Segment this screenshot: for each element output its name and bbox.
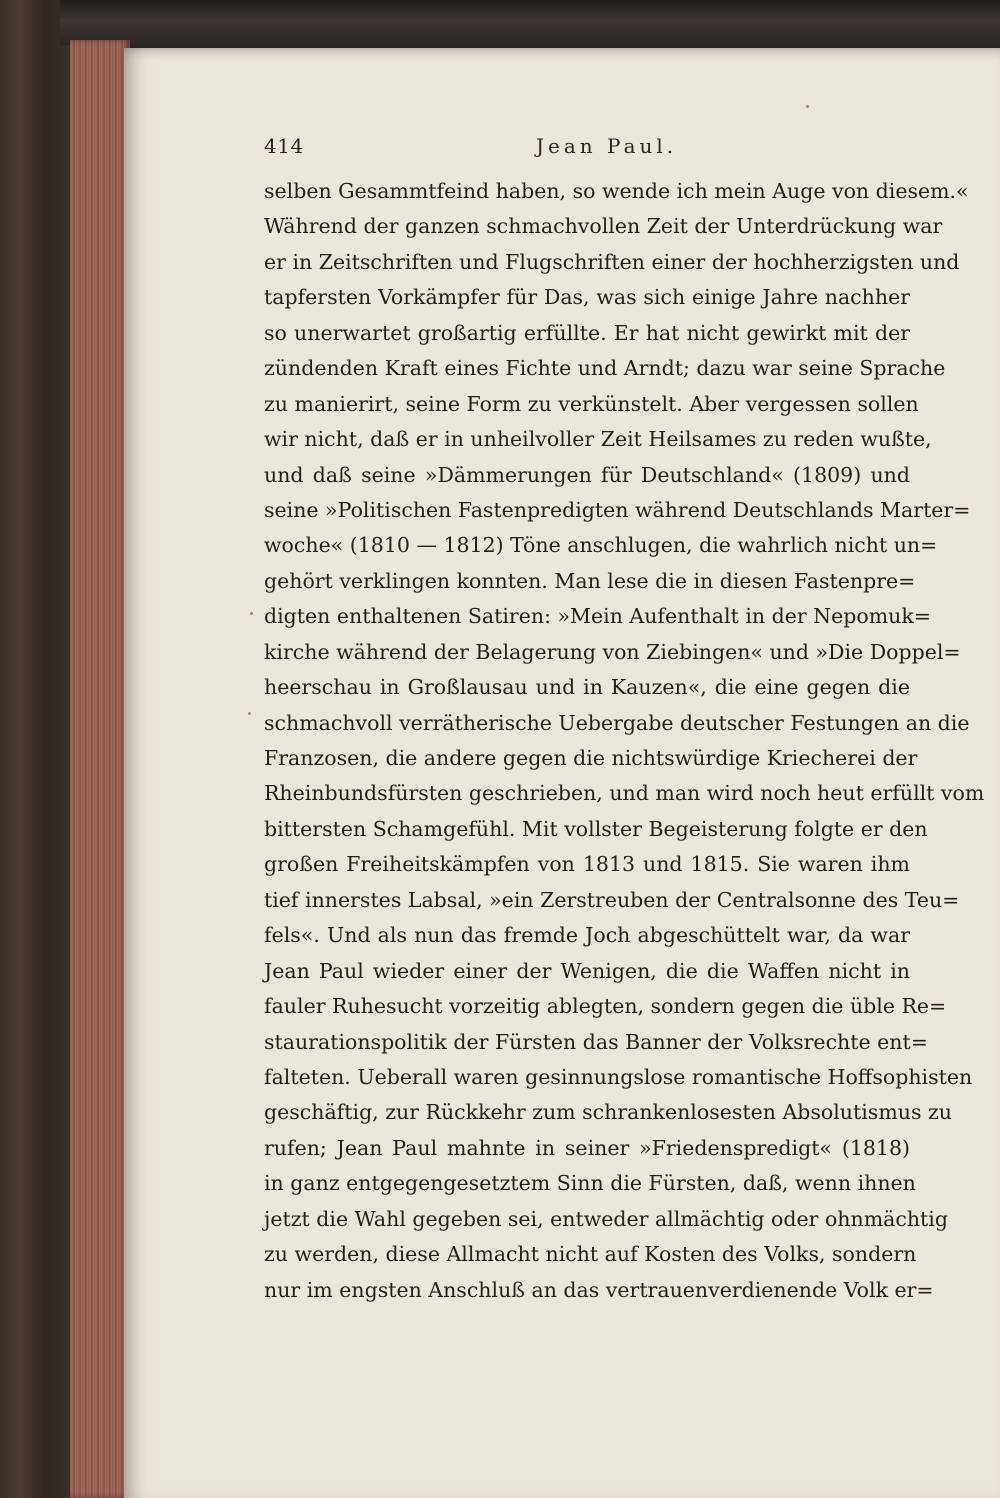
text-line: tapfersten Vorkämpfer für Das, was sich einige Jahre nachher [264, 285, 910, 310]
text-line: digten enthaltenen Satiren: »Mein Aufenthalt in der Nepomuk= [264, 604, 931, 629]
paper-speck [248, 712, 251, 715]
text-line: heerschau in Großlausau und in Kauzen«, die eine gegen die [264, 675, 910, 700]
text-line: zu werden, diese Allmacht nicht auf Kosten des Volks, sondern [264, 1242, 917, 1267]
paper-speck [806, 105, 809, 108]
paper-speck [250, 612, 253, 615]
text-line: tief innerstes Labsal, »ein Zerstreuben der Centralsonne des Teu= [264, 887, 960, 912]
text-line: schmachvoll verrätherische Uebergabe deutscher Festungen an die [264, 710, 970, 735]
text-line: staurationspolitik der Fürsten das Banner der Volksrechte ent= [264, 1029, 928, 1054]
text-line: wir nicht, daß er in unheilvoller Zeit Heilsames zu reden wußte, [264, 427, 932, 452]
page-edges [70, 40, 130, 1498]
text-line: woche« (1810 — 1812) Töne anschlugen, die wahrlich nicht un= [264, 533, 938, 558]
book-cover-top-edge [60, 0, 1000, 45]
running-head [264, 134, 910, 174]
text-line: in ganz entgegengesetztem Sinn die Fürsten, daß, wenn ihnen [264, 1171, 916, 1196]
text-line: er in Zeitschriften und Flugschriften einer der hochherzigsten und [264, 249, 960, 274]
text-line: seine »Politischen Fastenpredigten während Deutschlands Marter= [264, 497, 971, 522]
text-line: und daß seine »Dämmerungen für Deutschland« (1809) und [264, 462, 910, 487]
text-line: bittersten Schamgefühl. Mit vollster Begeisterung folgte er den [264, 816, 928, 841]
text-line: fauler Ruhesucht vorzeitig ablegten, sondern gegen die üble Re= [264, 994, 947, 1019]
text-line: falteten. Ueberall waren gesinnungslose romantische Hoffsophisten [264, 1064, 973, 1089]
text-line: selben Gesammtfeind haben, so wende ich mein Auge von diesem.« [264, 179, 969, 203]
text-line: Jean Paul wieder einer der Wenigen, die die Waffen nicht in [264, 958, 910, 983]
text-line: zu manierirt, seine Form zu verkünstelt. Aber vergessen sollen [264, 391, 919, 416]
text-line: zündenden Kraft eines Fichte und Arndt; dazu war seine Sprache [264, 356, 946, 381]
page-number: 414 [264, 134, 304, 158]
text-line: so unerwartet großartig erfüllte. Er hat nicht gewirkt mit der [264, 320, 910, 345]
text-line: kirche während der Belagerung von Ziebingen« und »Die Doppel= [264, 639, 961, 664]
text-line: gehört verklingen konnten. Man lese die in diesen Fastenpre= [264, 568, 916, 593]
text-line: Rheinbundsfürsten geschrieben, und man wird noch heut erfüllt vom [264, 781, 985, 806]
text-line: jetzt die Wahl gegeben sei, entweder allmächtig oder ohnmächtig [264, 1206, 948, 1231]
text-line: fels«. Und als nun das fremde Joch abgeschüttelt war, da war [264, 923, 910, 948]
text-line: rufen; Jean Paul mahnte in seiner »Friedenspredigt« (1818) [264, 1135, 910, 1160]
body-text [264, 174, 985, 1308]
running-title: Jean Paul. [536, 134, 678, 158]
text-line: geschäftig, zur Rückkehr zum schrankenlosesten Absolutismus zu [264, 1100, 953, 1125]
text-line: Franzosen, die andere gegen die nichtswürdige Kriecherei der [264, 746, 918, 770]
text-line: großen Freiheitskämpfen von 1813 und 1815. Sie waren ihm [264, 852, 910, 877]
text-line: nur im engsten Anschluß an das vertrauenverdienende Volk er= [264, 1277, 934, 1302]
text-line: Während der ganzen schmachvollen Zeit der Unterdrückung war [264, 214, 943, 239]
